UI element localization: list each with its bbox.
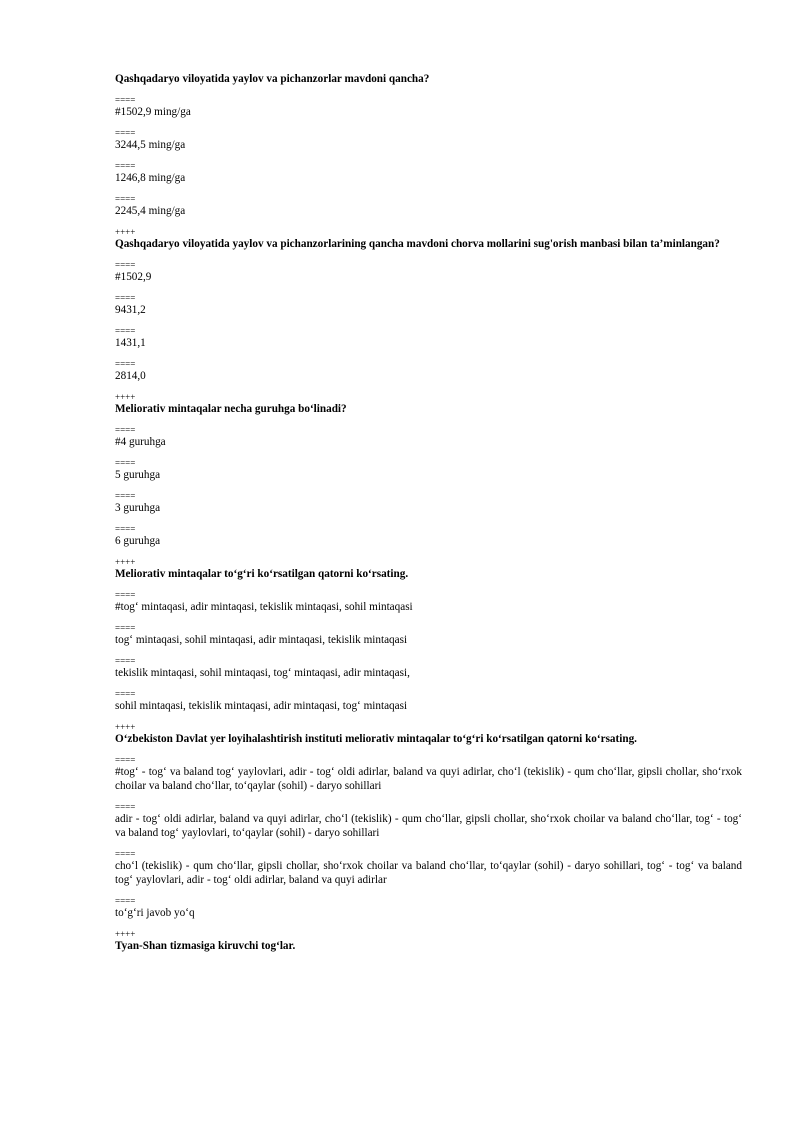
option-separator: ==== — [115, 293, 136, 303]
question-text: Meliorativ mintaqalar necha guruhga bo‘linadi? — [115, 403, 347, 415]
option-separator: ==== — [115, 359, 136, 369]
question-separator: ++++ — [115, 557, 136, 567]
option-separator: ==== — [115, 128, 136, 138]
option-separator: ==== — [115, 458, 136, 468]
option-separator: ==== — [115, 623, 136, 633]
option-separator: ==== — [115, 849, 136, 859]
option-separator: ==== — [115, 755, 136, 765]
answer-option: cho‘l (tekislik) - qum cho‘llar, gipsli chollar, sho‘rxok choilar va baland cho‘llar, to‘qaylar (sohil) - daryo sohillari, tog‘ - tog‘ va baland tog‘ yaylovlari, adir - tog‘ oldi adirlar, baland va quyi adirlar — [115, 860, 742, 886]
answer-option: #tog‘ - tog‘ va baland tog‘ yaylovlari, adir - tog‘ oldi adirlar, baland va quyi adirlar, cho‘l (tekislik) - qum cho‘llar, gipsli chollar, sho‘rxok choilar va baland cho‘llar, to‘qaylar (sohil) - daryo sohillari — [115, 766, 742, 792]
answer-option: 3 guruhga — [115, 502, 161, 514]
option-separator: ==== — [115, 260, 136, 270]
option-separator: ==== — [115, 524, 136, 534]
question-separator: ++++ — [115, 929, 136, 939]
option-separator: ==== — [115, 326, 136, 336]
answer-option: adir - tog‘ oldi adirlar, baland va quyi adirlar, cho‘l (tekislik) - qum cho‘llar, gipsli chollar, sho‘rxok choilar va baland cho‘llar, tog‘ - tog‘ va baland tog‘ yaylovlari, to‘qaylar (sohil) - daryo sohillari — [115, 813, 742, 839]
answer-option: to‘g‘ri javob yo‘q — [115, 907, 195, 919]
answer-option: 3244,5 ming/ga — [115, 139, 186, 151]
option-separator: ==== — [115, 425, 136, 435]
option-separator: ==== — [115, 491, 136, 501]
option-separator: ==== — [115, 689, 136, 699]
option-separator: ==== — [115, 161, 136, 171]
option-separator: ==== — [115, 590, 136, 600]
answer-option: #1502,9 ming/ga — [115, 106, 191, 118]
question-text: O‘zbekiston Davlat yer loyihalashtirish instituti meliorativ mintaqalar to‘g‘ri ko‘rsatilgan qatorni ko‘rsating. — [115, 733, 637, 745]
answer-option: #tog‘ mintaqasi, adir mintaqasi, tekislik mintaqasi, sohil mintaqasi — [115, 601, 413, 613]
answer-option: #4 guruhga — [115, 436, 166, 448]
answer-option: 5 guruhga — [115, 469, 161, 481]
question-separator: ++++ — [115, 227, 136, 237]
answer-option: 9431,2 — [115, 304, 146, 316]
answer-option: 6 guruhga — [115, 535, 161, 547]
answer-option: sohil mintaqasi, tekislik mintaqasi, adir mintaqasi, tog‘ mintaqasi — [115, 700, 408, 712]
question-text: Meliorativ mintaqalar to‘g‘ri ko‘rsatilgan qatorni ko‘rsating. — [115, 568, 409, 580]
option-separator: ==== — [115, 656, 136, 666]
answer-option: 2814,0 — [115, 370, 146, 382]
answer-option: 2245,4 ming/ga — [115, 205, 186, 217]
option-separator: ==== — [115, 194, 136, 204]
answer-option: #1502,9 — [115, 271, 152, 283]
question-separator: ++++ — [115, 392, 136, 402]
question-separator: ++++ — [115, 722, 136, 732]
question-list — [115, 72, 742, 963]
answer-option: 1246,8 ming/ga — [115, 172, 186, 184]
question-text: Qashqadaryo viloyatida yaylov va pichanzorlarining qancha mavdoni chorva mollarini sug'orish manbasi bilan ta’minlangan? — [115, 238, 720, 250]
answer-option: tog‘ mintaqasi, sohil mintaqasi, adir mintaqasi, tekislik mintaqasi — [115, 634, 408, 646]
option-separator: ==== — [115, 896, 136, 906]
answer-option: 1431,1 — [115, 337, 146, 349]
question-text: Qashqadaryo viloyatida yaylov va pichanzorlar mavdoni qancha? — [115, 73, 430, 85]
option-separator: ==== — [115, 802, 136, 812]
answer-option: tekislik mintaqasi, sohil mintaqasi, tog‘ mintaqasi, adir mintaqasi, — [115, 667, 410, 679]
question-text: Tyan-Shan tizmasiga kiruvchi tog‘lar. — [115, 940, 296, 952]
option-separator: ==== — [115, 95, 136, 105]
